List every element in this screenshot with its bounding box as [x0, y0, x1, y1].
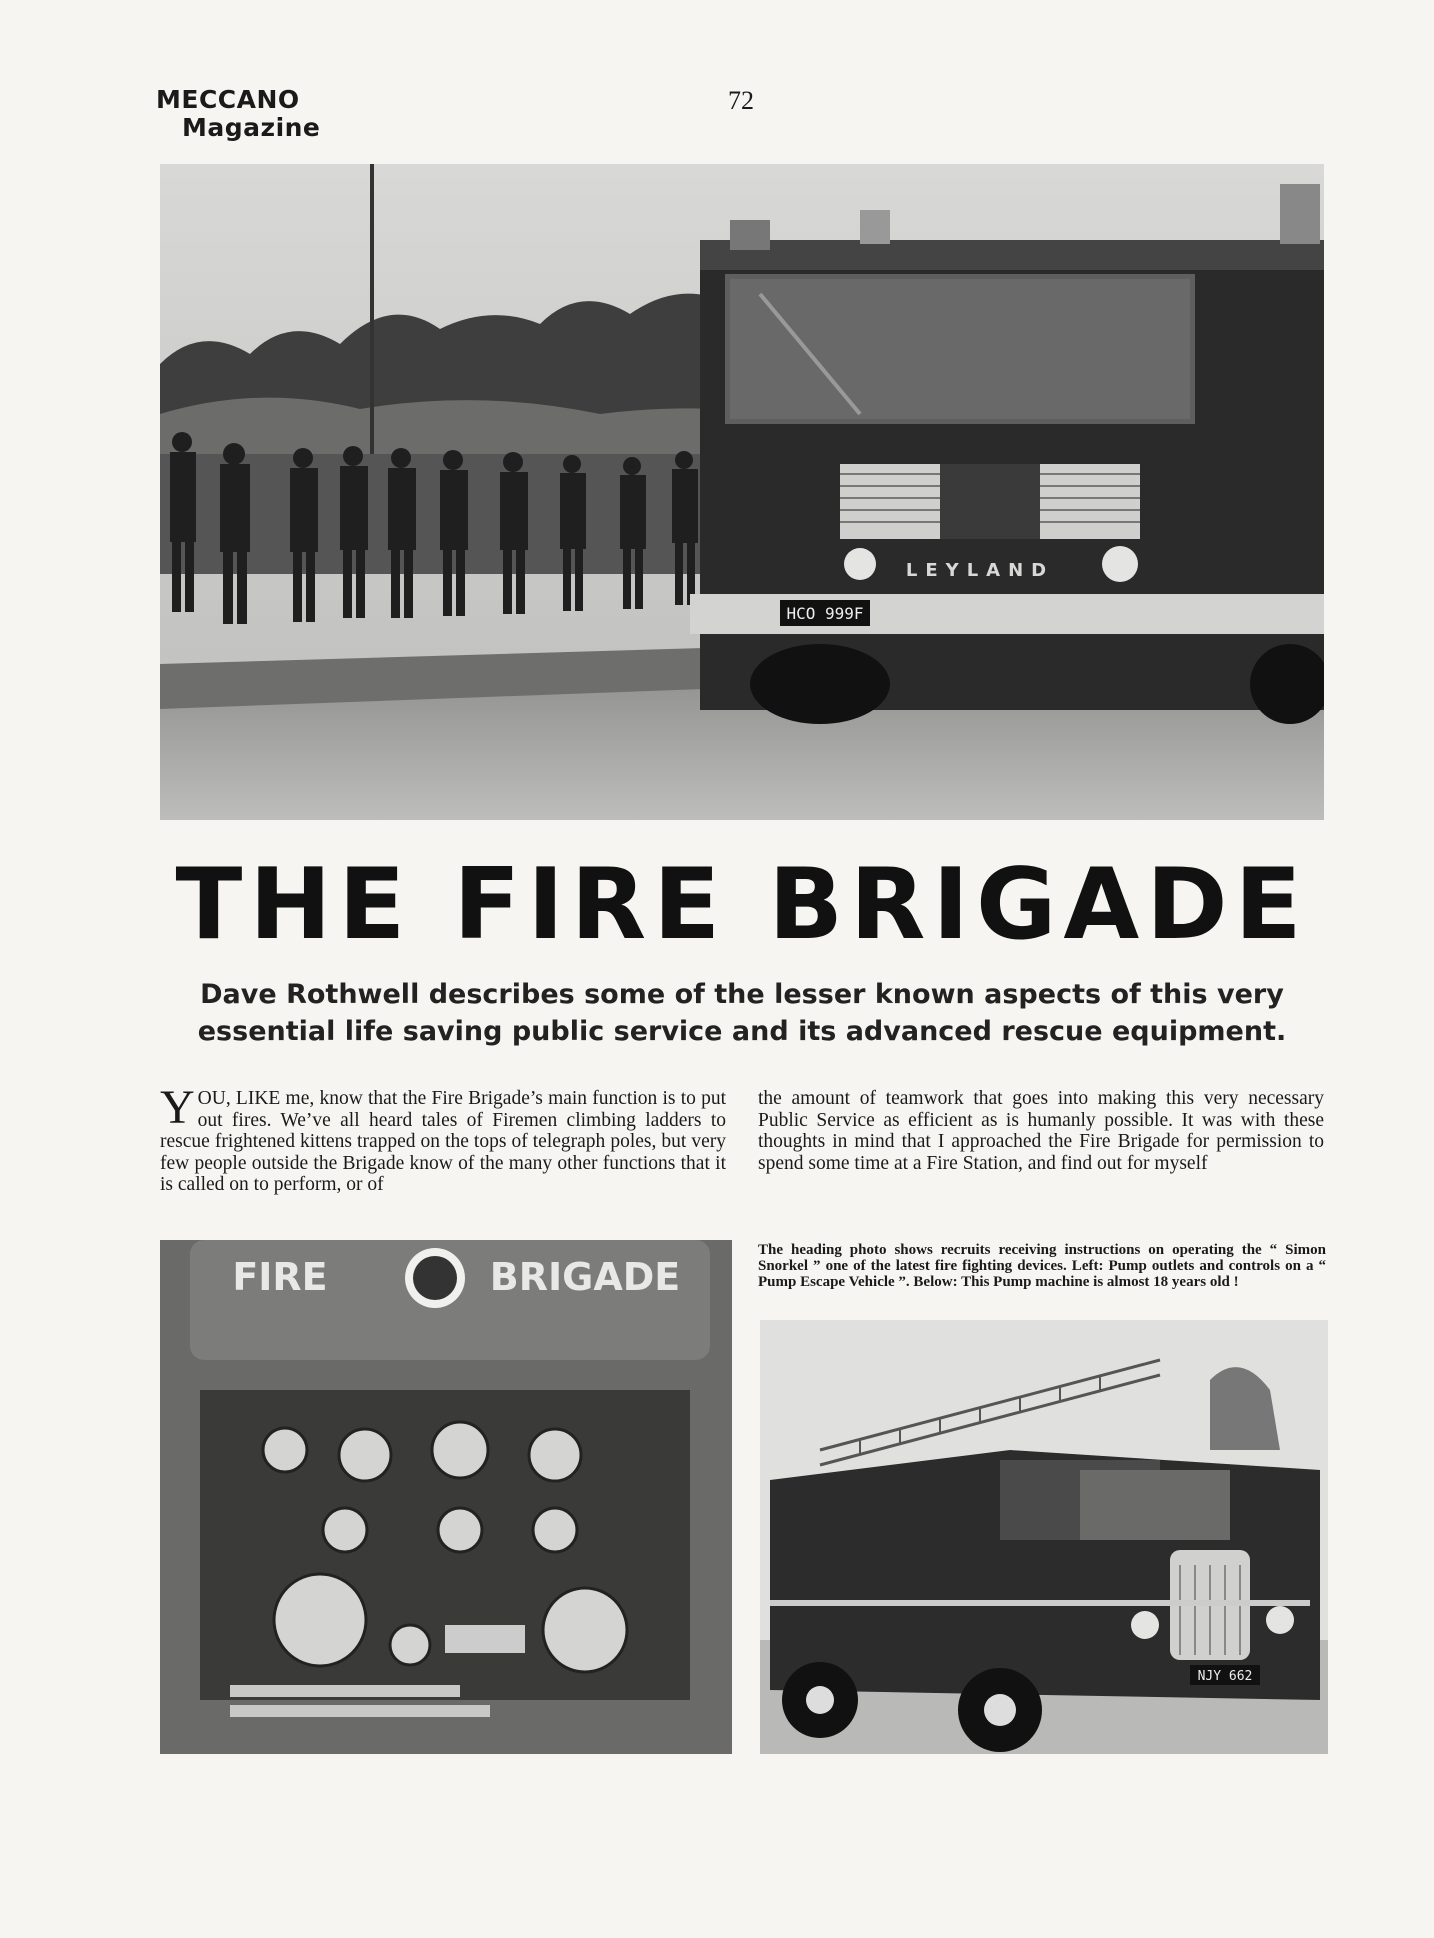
article-subtitle: Dave Rothwell describes some of the lesser known aspects of this very essential life saving public service and its advanced rescue equipment. [197, 979, 1287, 1047]
machine-plate: NJY 662 [1197, 1669, 1253, 1684]
hero-badge: LEYLAND [905, 560, 1055, 581]
pump-panel-photo [160, 1240, 732, 1754]
article-column-2: the amount of teamwork that goes into making this very necessary Public Service as efficient as is humanly possible. It was with these thoughts in mind that I approached the Fire Brigade for permission to spend some time at a Fire Station, and find out for myself [758, 1088, 1324, 1174]
panel-label-fire: FIRE [232, 1255, 328, 1299]
article-column-1 [160, 1081, 726, 1196]
heading-photo [160, 164, 1324, 820]
article-title: THE FIRE BRIGADE [175, 848, 1309, 962]
panel-label-brigade: BRIGADE [489, 1255, 681, 1299]
masthead-magazine: Magazine [182, 113, 321, 142]
hero-plate: HCO 999F [786, 604, 864, 623]
page-number: 72 [728, 86, 754, 115]
masthead-meccano: MECCANO [156, 85, 300, 114]
drop-cap: Y [160, 1081, 195, 1134]
masthead [156, 86, 320, 142]
article-text-1: OU, LIKE me, know that the Fire Brigade’s main function is to put out fires. We’ve all heard tales of Firemen climbing ladders to rescue frightened kittens trapped on the tops of telegraph poles, but very few people outside the Brigade know of the many other functions that it is called on to perform, or of [160, 1088, 726, 1195]
pump-machine-photo [760, 1320, 1328, 1754]
photo-caption: The heading photo shows recruits receiving instructions on operating the “ Simon Snorkel ” one of the latest fire fighting devices. Left: Pump outlets and controls on a “ Pump Escape Vehicle ”. Below: This Pump machine is almost 18 years old ! [758, 1242, 1326, 1290]
